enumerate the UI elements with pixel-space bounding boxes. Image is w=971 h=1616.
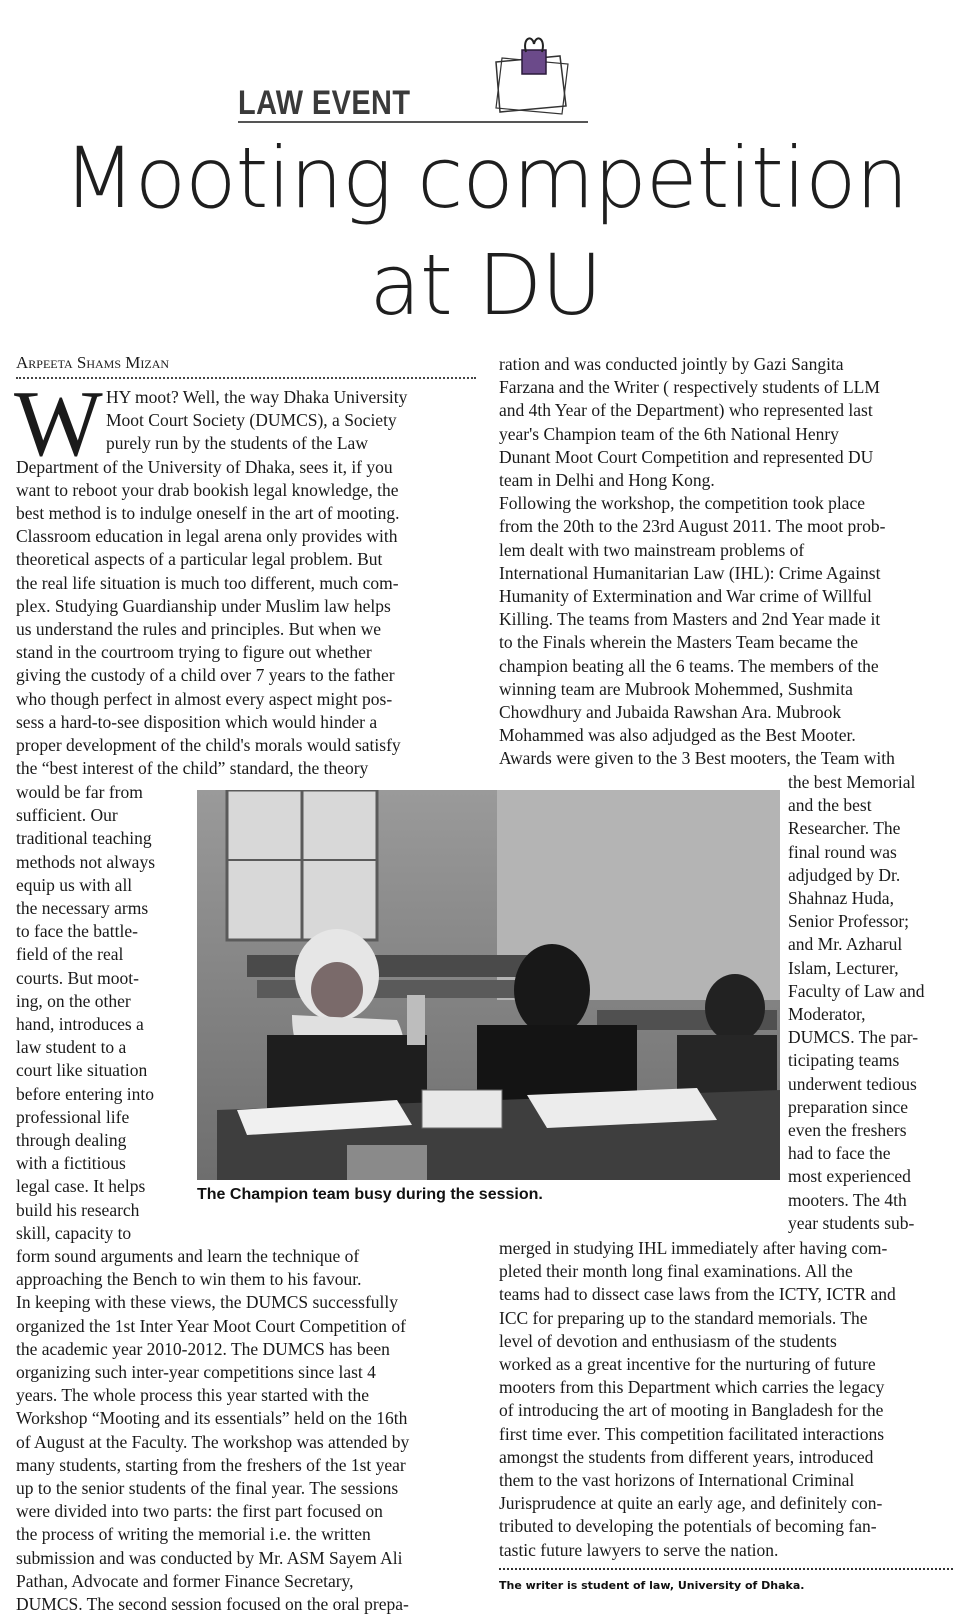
text-line: giving the custody of a child over 7 years to the father <box>16 665 395 686</box>
text-line: Senior Professor; <box>788 911 910 932</box>
text-line: the necessary arms <box>16 898 149 919</box>
byline: Arpeeta Shams Mizan <box>16 353 170 372</box>
text-line: skill, capacity to <box>16 1222 132 1243</box>
text-line: to the Finals wherein the Masters Team became the <box>499 632 859 653</box>
text-line: want to reboot your drab bookish legal knowledge, the <box>16 479 399 500</box>
text-line: legal case. It helps <box>16 1176 146 1197</box>
column-1-bottom <box>16 1245 486 1616</box>
headline-line-1: Mooting competition <box>63 129 908 227</box>
text-line: had to face the <box>788 1143 891 1164</box>
text-line: Moderator, <box>788 1004 866 1025</box>
text-line: and the best <box>788 795 872 816</box>
text-line: plex. Studying Guardianship under Muslim law helps <box>16 595 391 616</box>
text-line: us understand the rules and principles. But when we <box>16 619 381 640</box>
text-line: ration and was conducted jointly by Gazi Sangita <box>499 354 844 374</box>
text-line: were divided into two parts: the first part focused on <box>16 1501 383 1522</box>
drop-cap: W <box>14 372 103 476</box>
text-line: build his research <box>16 1199 140 1220</box>
column-2-narrow <box>788 771 963 1235</box>
text-line: underwent tedious <box>788 1073 917 1094</box>
text-line: best method is to indulge oneself in the art of mooting. <box>16 503 400 524</box>
text-line: methods not always <box>16 851 156 872</box>
text-line: winning team are Mubrook Mohemmed, Sushmita <box>499 678 853 699</box>
text-line: purely run by the students of the Law <box>106 433 368 454</box>
text-line: traditional teaching <box>16 828 152 849</box>
text-line: even the freshers <box>788 1120 907 1141</box>
text-line: courts. But moot- <box>16 967 139 988</box>
text-line: Chowdhury and Jubaida Rawshan Ara. Mubrook <box>499 702 842 723</box>
text-line: with a fictitious <box>16 1153 126 1174</box>
text-line: most experienced <box>788 1166 911 1187</box>
text-line: mooters from this Department which carries the legacy <box>499 1377 885 1398</box>
text-line: up to the senior students of the final year. The sessions <box>16 1478 399 1499</box>
text-line: field of the real <box>16 944 124 965</box>
text-line: Classroom education in legal arena only provides with <box>16 526 398 547</box>
text-line: lem dealt with two mainstream problems of <box>499 539 805 560</box>
headline-line-2: at DU <box>369 236 602 334</box>
text-line: of introducing the art of mooting in Bangladesh for the <box>499 1400 884 1421</box>
text-line: approaching the Bench to win them to his favour. <box>16 1269 362 1290</box>
text-line: final round was <box>788 841 897 862</box>
text-line: year students sub- <box>788 1212 915 1233</box>
text-line: professional life <box>16 1106 130 1127</box>
text-line: Killing. The teams from Masters and 2nd Year made it <box>499 609 881 630</box>
text-line: amongst the students from different years, introduced <box>499 1446 874 1467</box>
text-line: Jurisprudence at quite an early age, and definitely con- <box>499 1493 883 1514</box>
text-line: International Humanitarian Law (IHL): Crime Against <box>499 562 881 583</box>
text-line: tastic future lawyers to serve the nation. <box>499 1539 779 1560</box>
text-line: the best Memorial <box>788 772 916 792</box>
column-2-bottom <box>499 1237 959 1562</box>
text-line: through dealing <box>16 1130 127 1151</box>
text-line: who though perfect in almost every aspect might pos- <box>16 688 393 709</box>
text-line: team in Delhi and Hong Kong. <box>499 470 715 491</box>
text-line: level of devotion and enthusiasm of the students <box>499 1330 837 1351</box>
text-line: and Mr. Azharul <box>788 934 903 955</box>
text-line: Pathan, Advocate and former Finance Secretary, <box>16 1570 354 1591</box>
text-line: court like situation <box>16 1060 148 1081</box>
text-line: ICC for preparing up to the standard memorials. The <box>499 1307 868 1328</box>
text-line: the process of writing the memorial i.e. the written <box>16 1524 371 1545</box>
text-line: year's Champion team of the 6th National Henry <box>499 423 839 444</box>
text-line: Dunant Moot Court Competition and represented DU <box>499 446 874 467</box>
text-line: merged in studying IHL immediately after having com- <box>499 1238 888 1258</box>
text-line: hand, introduces a <box>16 1014 144 1035</box>
text-line: to face the battle- <box>16 921 138 942</box>
text-line: ing, on the other <box>16 990 131 1011</box>
text-line: theoretical aspects of a particular legal problem. But <box>16 549 383 570</box>
text-line: Researcher. The <box>788 818 901 839</box>
text-line: Islam, Lecturer, <box>788 957 899 978</box>
text-line: submission and was conducted by Mr. ASM Sayem Ali <box>16 1547 403 1568</box>
text-line: proper development of the child's morals would satisfy <box>16 735 401 756</box>
section-label: LAW EVENT <box>238 84 411 122</box>
column-1-top <box>14 372 476 780</box>
text-line: and 4th Year of the Department) who represented last <box>499 400 873 421</box>
text-line: first time ever. This competition facilitated interactions <box>499 1423 885 1444</box>
text-line: HY moot? Well, the way Dhaka University <box>106 387 408 407</box>
text-line: organizing such inter-year competitions since last 4 <box>16 1362 376 1383</box>
text-line: them to the vast horizons of International Criminal <box>499 1470 855 1491</box>
text-line: Department of the University of Dhaka, sees it, if you <box>16 456 393 477</box>
column-2-top <box>499 353 954 771</box>
text-line: Farzana and the Writer ( respectively students of LLM <box>499 377 880 398</box>
text-line: preparation since <box>788 1096 909 1117</box>
text-line: sess a hard-to-see disposition which would hinder a <box>16 711 378 732</box>
text-line: Mohammed was also adjudged as the Best Mooter. <box>499 725 856 746</box>
text-line: the academic year 2010-2012. The DUMCS has been <box>16 1338 390 1359</box>
text-line: stand in the courtroom trying to figure out whether <box>16 642 372 663</box>
text-line: would be far from <box>16 782 143 802</box>
text-line: many students, starting from the freshers of the 1st year <box>16 1454 406 1475</box>
author-note: The writer is student of law, University of Dhaka. <box>499 1579 805 1592</box>
text-line: Humanity of Extermination and War crime of Willful <box>499 586 872 607</box>
text-line: from the 20th to the 23rd August 2011. The moot prob- <box>499 516 886 537</box>
text-line: Shahnaz Huda, <box>788 888 894 909</box>
text-line: the real life situation is much too different, much com- <box>16 572 399 593</box>
text-line: pleted their month long final examinations. All the <box>499 1261 853 1282</box>
text-line: form sound arguments and learn the technique of <box>16 1246 360 1266</box>
text-line: teams had to dissect case laws from the ICTY, ICTR and <box>499 1284 896 1305</box>
text-line: Workshop “Mooting and its essentials” held on the 16th <box>16 1408 408 1429</box>
text-line: DUMCS. The second session focused on the oral prepa- <box>16 1594 409 1615</box>
text-line: years. The whole process this year started with the <box>16 1385 369 1406</box>
text-line: DUMCS. The par- <box>788 1027 919 1048</box>
text-line: adjudged by Dr. <box>788 864 901 885</box>
text-line: ticipating teams <box>788 1050 900 1071</box>
text-line: equip us with all <box>16 874 133 895</box>
champion-team-photo <box>197 790 780 1180</box>
text-line: Following the workshop, the competition took place <box>499 493 865 514</box>
text-line: law student to a <box>16 1037 127 1058</box>
text-line: the “best interest of the child” standard, the theory <box>16 758 369 779</box>
column-1-narrow <box>16 781 194 1245</box>
section-rule <box>238 121 588 123</box>
text-line: of August at the Faculty. The workshop was attended by <box>16 1431 410 1452</box>
text-line: before entering into <box>16 1083 155 1104</box>
text-line: mooters. The 4th <box>788 1189 907 1210</box>
text-line: In keeping with these views, the DUMCS successfully <box>16 1292 399 1313</box>
text-line: organized the 1st Inter Year Moot Court Competition of <box>16 1315 406 1336</box>
text-line: sufficient. Our <box>16 805 118 826</box>
footer-rule <box>499 1568 953 1570</box>
text-line: worked as a great incentive for the nurturing of future <box>499 1354 876 1375</box>
paper-clip-icon <box>488 34 580 116</box>
text-line: Moot Court Society (DUMCS), a Society <box>106 410 397 431</box>
text-line: champion beating all the 6 teams. The members of the <box>499 655 879 676</box>
text-line: tributed to developing the potentials of becoming fan- <box>499 1516 877 1537</box>
text-line: Awards were given to the 3 Best mooters, the Team with <box>499 748 895 769</box>
text-line: Faculty of Law and <box>788 980 925 1001</box>
photo-caption: The Champion team busy during the session. <box>197 1186 543 1203</box>
